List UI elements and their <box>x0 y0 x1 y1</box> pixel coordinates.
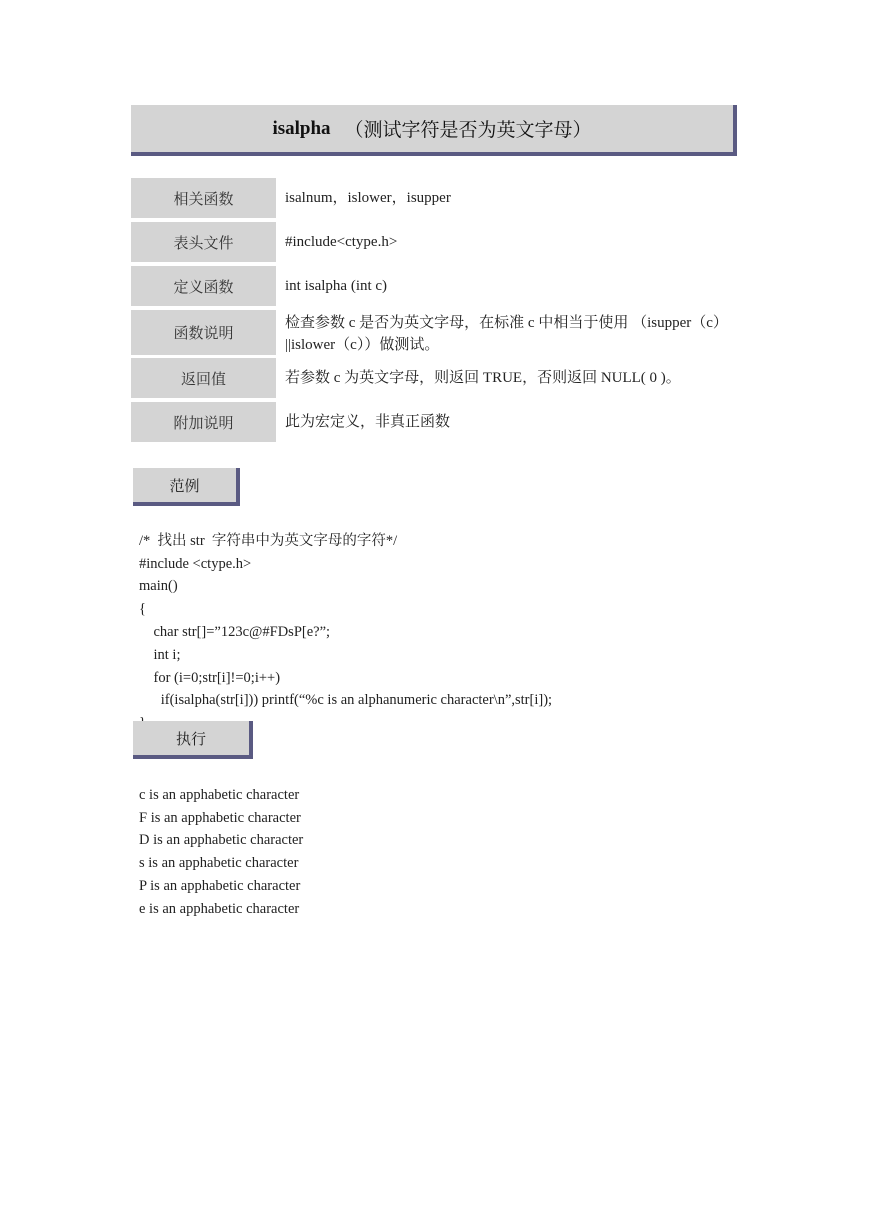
info-value: #include<ctype.h> <box>285 234 398 250</box>
output-line: s is an apphabetic character <box>139 855 299 872</box>
output-line: e is an apphabetic character <box>139 900 300 917</box>
info-row-header-file <box>131 222 737 262</box>
code-line: { <box>139 601 146 618</box>
example-tab: 范例 <box>133 468 240 506</box>
output-line: F is an apphabetic character <box>139 809 301 826</box>
info-row-description <box>131 310 737 355</box>
info-label: 返回值 <box>131 358 276 398</box>
info-value: int isalpha (int c) <box>285 278 388 294</box>
info-value: isalnum，islower，isupper <box>285 190 451 206</box>
info-label: 相关函数 <box>131 178 276 218</box>
output-line: P is an apphabetic character <box>139 877 301 894</box>
info-row-return-value <box>131 358 737 398</box>
execution-output <box>139 761 303 943</box>
output-line: c is an apphabetic character <box>139 786 300 803</box>
info-label: 定义函数 <box>131 266 276 306</box>
code-line: main() <box>139 578 178 595</box>
title-function-name: isalpha <box>272 117 331 139</box>
code-line: for (i=0;str[i]!=0;i++) <box>139 669 281 686</box>
output-line: D is an apphabetic character <box>139 832 304 849</box>
info-label: 表头文件 <box>131 222 276 262</box>
info-row-related <box>131 178 737 218</box>
info-value: 若参数 c 为英文字母，则返回 TRUE，否则返回 NULL( 0 )。 <box>285 370 681 386</box>
code-line: int i; <box>139 646 181 663</box>
code-line: if(isalpha(str[i])) printf(“%c is an alphanumeric character\n”,str[i]); <box>139 692 553 709</box>
code-line: /* 找出 str 字符串中为英文字母的字符*/ <box>139 532 398 549</box>
info-label: 附加说明 <box>131 402 276 442</box>
info-label: 函数说明 <box>131 310 276 355</box>
info-value <box>276 310 737 355</box>
info-value-line: ||islower（c））做测试。 <box>285 337 440 353</box>
code-line: char str[]=”123c@#FDsP[e?”; <box>139 623 331 640</box>
info-value: 此为宏定义，非真正函数 <box>285 414 451 430</box>
info-row-definition <box>131 266 737 306</box>
page-title <box>131 105 737 156</box>
info-value-line: 检查参数 c 是否为英文字母，在标准 c 中相当于使用 （isupper（c） <box>285 315 728 331</box>
title-description: （测试字符是否为英文字母） <box>344 120 592 141</box>
info-row-notes <box>131 402 737 442</box>
code-line: #include <ctype.h> <box>139 555 252 572</box>
execution-tab: 执行 <box>133 721 253 759</box>
